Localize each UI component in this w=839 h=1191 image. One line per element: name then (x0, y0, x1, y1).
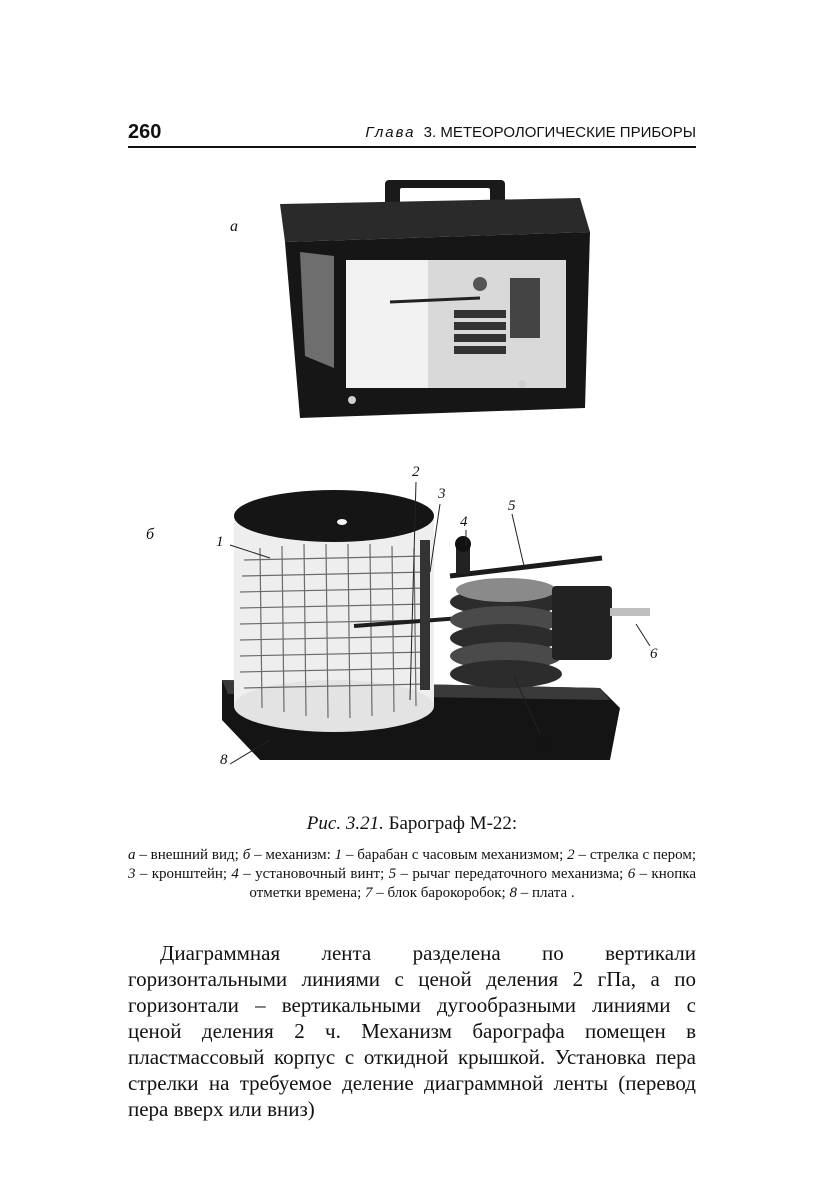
panel-a-label: а (230, 218, 238, 235)
callout-5: 5 (508, 498, 516, 514)
figure-caption-title (128, 812, 696, 836)
figure-reference: Рис. 3.21. (306, 813, 384, 834)
legend-key: а (128, 847, 136, 863)
callout-1: 1 (216, 534, 224, 550)
legend-text: – механизм: (250, 847, 335, 863)
chapter-title: МЕТЕОРОЛОГИЧЕСКИЕ ПРИБОРЫ (440, 124, 696, 141)
legend-text: – внешний вид; (135, 847, 243, 863)
legend-text: – кнопка отметки времена; (249, 866, 696, 901)
figure-legend (128, 846, 696, 903)
callout-3: 3 (438, 486, 446, 502)
barograph-case-photo (280, 180, 590, 418)
barograph-photos (120, 160, 720, 800)
legend-key: 8 (509, 885, 517, 901)
callout-6: 6 (650, 646, 658, 662)
legend-key: 6 (627, 866, 636, 882)
legend-text: – кронштейн; (135, 866, 232, 882)
legend-key: 1 (334, 847, 343, 863)
legend-text: – стрелка с пером; (574, 847, 697, 863)
legend-key: б (242, 847, 251, 863)
legend-text: – рычаг передаточного механизма; (396, 866, 628, 882)
legend-key: 7 (365, 885, 373, 901)
figure (120, 160, 720, 800)
figure-title: Барограф М-22: (388, 813, 518, 834)
panel-b-label: б (146, 526, 155, 543)
legend-key: 2 (567, 847, 575, 863)
running-head (365, 122, 696, 144)
callout-7: 7 (542, 734, 550, 750)
page-header (128, 120, 696, 148)
chapter-number: 3. (423, 124, 437, 141)
legend-key: 5 (388, 866, 397, 882)
legend-key: 4 (231, 866, 239, 882)
legend-text: – установочный винт; (238, 866, 389, 882)
legend-key: 3 (128, 866, 136, 882)
page-number: 260 (128, 121, 162, 143)
legend-text: – блок барокоробок; (372, 885, 510, 901)
callout-8: 8 (220, 752, 228, 768)
legend-text: – плата . (516, 885, 575, 901)
chapter-word: Глава (365, 124, 416, 141)
callout-4: 4 (460, 514, 468, 530)
body-paragraph: Диаграммная лента разделена по вертикали горизонтальными линиями с ценой деления 2 гПа, а по горизонтали – вертикальными дугообразными линиями с ценой деления 2 ч. Механизм барографа помещен в пластмассовый корпус с откидной крышкой. Установка пера стрелки на требуемое деление диаграммной ленты (перевод пера вверх или вниз) (128, 941, 696, 1121)
legend-text: – барабан с часовым механизмом; (342, 847, 568, 863)
callout-2: 2 (412, 464, 420, 480)
